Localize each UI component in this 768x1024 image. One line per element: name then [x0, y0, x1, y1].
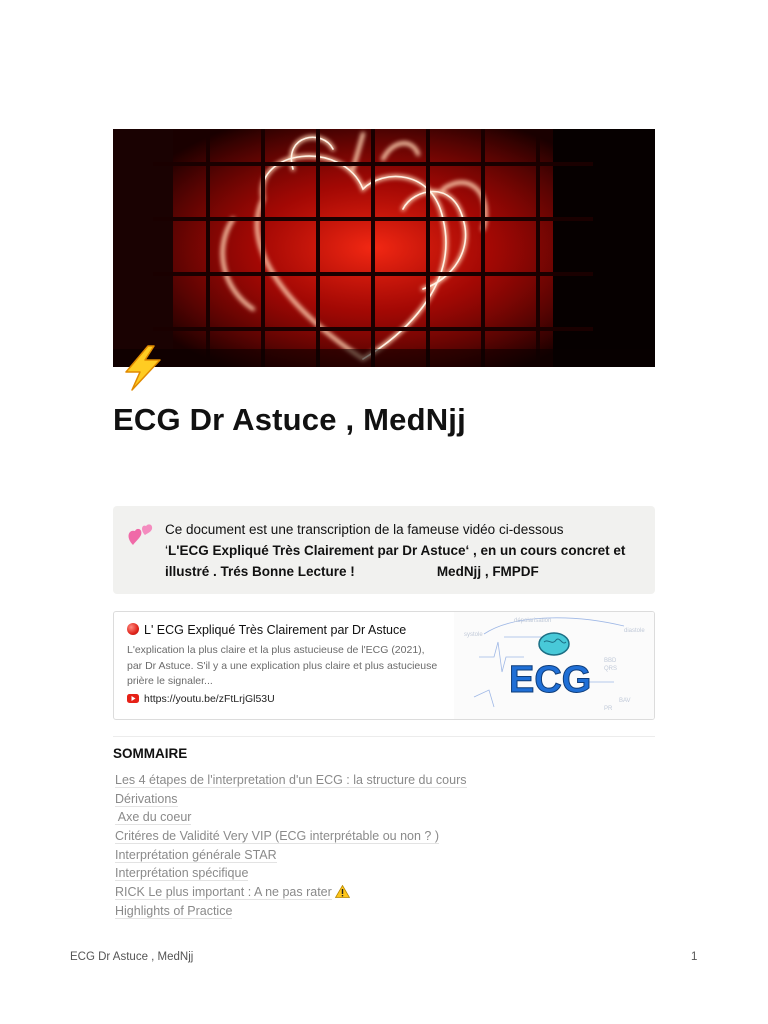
- warning-icon: [335, 885, 350, 898]
- page-title: ECG Dr Astuce , MedNjj: [113, 402, 466, 437]
- callout-open-quote: ‘: [165, 543, 168, 558]
- svg-text:BAV: BAV: [619, 698, 631, 704]
- two-hearts-icon: [127, 521, 155, 549]
- bookmark-url: https://youtu.be/zFtLrjGl53U: [144, 693, 275, 705]
- toc-item[interactable]: Interprétation générale STAR: [115, 847, 277, 862]
- toc-item[interactable]: RICK Le plus important : A ne pas rater: [115, 884, 467, 903]
- callout-box: [113, 506, 655, 594]
- divider: [113, 736, 655, 737]
- svg-text:BBD: BBD: [604, 658, 617, 664]
- lightning-icon: [118, 344, 168, 392]
- bookmark-description: L'explication la plus claire et la plus astucieuse de l'ECG (2021), par Dr Astuce. S'il y a une explication plus claire et plus astucieuse prière le signaler...: [127, 644, 438, 687]
- thumbnail-ecg-text: ECG: [509, 659, 592, 701]
- table-of-contents: [115, 772, 467, 922]
- bookmark-title-row: [127, 623, 406, 637]
- youtube-icon: [127, 694, 139, 706]
- toc-item[interactable]: Dérivations: [115, 791, 178, 806]
- callout-line1: Ce document est une transcription de la fameuse vidéo ci-dessous: [165, 522, 564, 537]
- toc-item[interactable]: Interprétation spécifique: [115, 866, 249, 881]
- svg-text:diastole: diastole: [624, 628, 645, 634]
- svg-text:QRS: QRS: [604, 666, 618, 672]
- toc-item[interactable]: Highlights of Practice: [115, 903, 233, 918]
- toc-heading: SOMMAIRE: [113, 746, 188, 761]
- callout-bold-text: L'ECG Expliqué Très Clairement par Dr Astuce‘ , en un cours concret et illustré . Trés Bonne Lecture !: [165, 543, 626, 579]
- video-bookmark[interactable]: [113, 611, 655, 720]
- toc-item[interactable]: Axe du coeur: [115, 810, 192, 825]
- svg-text:dépolarisation: dépolarisation: [514, 618, 552, 624]
- callout-signature: MedNjj , FMPDF: [436, 564, 539, 579]
- toc-item[interactable]: Les 4 étapes de l'interpretation d'un ECG : la structure du cours: [115, 773, 467, 787]
- footer-page-number: 1: [691, 951, 698, 963]
- bookmark-title: L' ECG Expliqué Très Clairement par Dr Astuce: [144, 623, 407, 637]
- callout-text: [165, 519, 645, 582]
- svg-text:PR: PR: [604, 706, 613, 712]
- toc-item[interactable]: Critéres de Validité Very VIP (ECG interprétable ou non ? ): [115, 829, 440, 844]
- bookmark-thumbnail: [454, 612, 655, 720]
- neon-heart-image: [113, 129, 655, 367]
- bookmark-link[interactable]: [127, 693, 275, 706]
- cover-image: [113, 129, 655, 367]
- red-circle-icon: [127, 623, 139, 635]
- svg-text:systole: systole: [464, 632, 483, 638]
- footer-document-title: ECG Dr Astuce , MedNjj: [70, 951, 194, 963]
